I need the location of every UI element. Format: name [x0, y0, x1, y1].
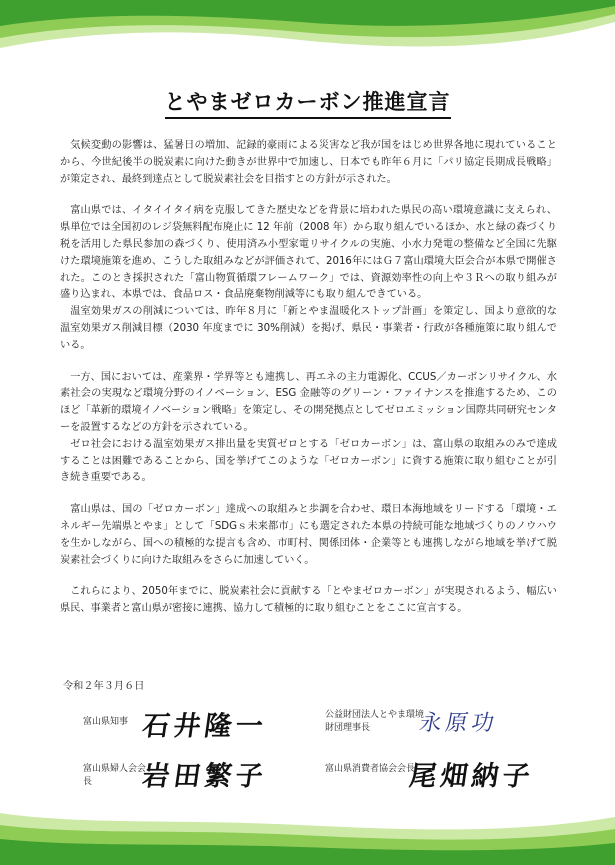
declaration-body	[60, 138, 557, 618]
signature-governor: 石井隆一	[140, 711, 269, 742]
paragraph-6: 富山県は、国の「ゼロカーボン」達成への取組みと歩調を合わせ、環日本海地域をリードする「環境・エネルギー先端県とやま」として「SDGｓ未来都市」にも選定された本県の持続可能な地域づくりのノウハウを生かしながら、国への積極的な提言も含め、市町村、関係団体・企業等とも連携しながら地域を挙げて脱炭素社会づくりに向けた取組みをさらに加速していく。	[60, 504, 557, 566]
signatory-role-womens-association: 富山県婦人会会長	[83, 764, 147, 787]
paragraph-1: 気候変動の影響は、猛暑日の増加、記録的豪雨による災害など我が国をはじめ世界各地に現れていることから、今世紀後半の脱炭素に向けた動きが世界中で加速し、日本でも昨年６月に「パリ協定長期成長戦略」が策定され、最終到達点として脱炭素社会を目指すとの方針が示された。	[60, 140, 557, 185]
signatory-role-consumer-association: 富山県消費者協会会長	[325, 764, 416, 774]
declaration-date: 令和２年３月６日	[63, 681, 145, 692]
paragraph-2: 富山県では、イタイイタイ病を克服してきた歴史などを背景に培われた県民の高い環境意識に支えられ、県単位では全国初のレジ袋無料配布廃止に 12 年前（2008 年）から取り組んでいるほか、水と緑の森づくり税を活用した県民参加の森づくり、使用済み小型家電リサイクルの実施、小水力発電の整備など全国に先駆けた環境施策を進め、こうした取組みなどが評価されて、2016年にはＧ７富山環境大臣会合が本県で開催された。このとき採択された「富山物質循環フレームワーク」では、資源効率性の向上や３Ｒへの取り組みが盛り込まれ、本県では、食品ロス・食品廃棄物削減等にも取り組んできている。	[60, 205, 557, 301]
document-title: とやまゼロカーボン推進宣言	[165, 86, 451, 119]
signature-consumer-association: 尾畑納子	[407, 761, 536, 792]
signatory-role-governor: 富山県知事	[83, 717, 129, 727]
paragraph-7: これらにより、2050年までに、脱炭素社会に貢献する「とやまゼロカーボン」が実現されるよう、幅広い県民、事業者と富山県が密接に連携、協力して積極的に取り組むことをここに宣言する。	[60, 586, 557, 615]
signatory-role-environment-foundation: 公益財団法人とやま環境財団理事長	[325, 710, 425, 733]
bottom-green-wave-decoration	[0, 795, 615, 865]
signature-environment-foundation: 永原功	[417, 711, 500, 736]
signature-womens-association: 岩田繁子	[140, 761, 269, 792]
paragraph-5: ゼロ社会における温室効果ガス排出量を実質ゼロとする「ゼロカーボン」は、富山県の取組みのみで達成することは困難であることから、国を挙げてこのような「ゼロカーボン」に資する施策に取り組むことが引き続き重要である。	[60, 438, 557, 484]
paragraph-4: 一方、国においては、産業界・学界等とも連携し、再エネの主力電源化、CCUS／カーボンリサイクル、水素社会の実現など環境分野のイノベーション、ESG 金融等のグリーン・ファイナンスを推進するため、このほど「革新的環境イノベーション戦略」を策定し、その開発拠点としてゼロエミッション国際共同研究センターを設置するなどの方針を示されている。	[60, 371, 557, 433]
top-green-wave-decoration	[0, 0, 615, 70]
paragraph-3: 温室効果ガスの削減については、昨年８月に「新とやま温暖化ストップ計画」を策定し、国より意欲的な温室効果ガス削減目標（2030 年度までに 30%削減）を掲げ、県民・事業者・行政が各種施策に取り組んでいる。	[60, 306, 557, 351]
